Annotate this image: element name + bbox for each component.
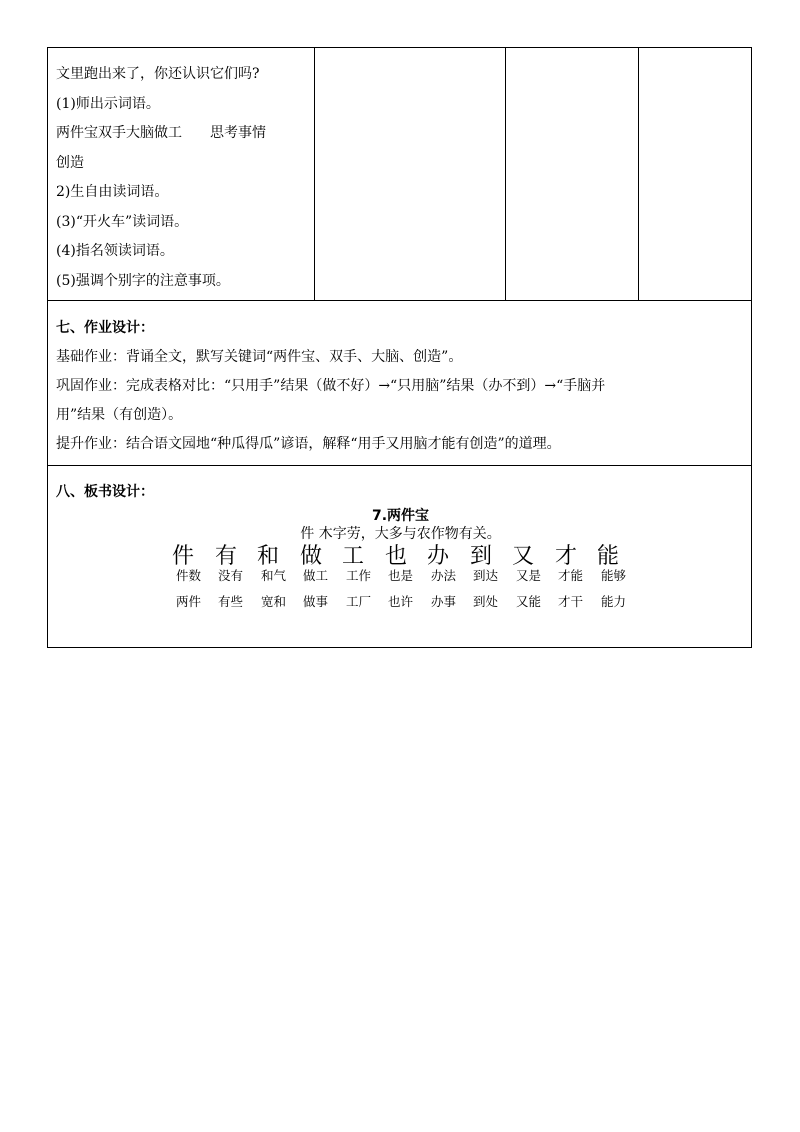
word: 没有 xyxy=(218,568,244,583)
word: 件数 xyxy=(176,568,202,583)
key-character: 件 xyxy=(172,544,195,569)
key-character: 做 xyxy=(300,544,323,569)
text-line: 用”结果（有创造）。 xyxy=(56,407,183,423)
key-character: 办 xyxy=(427,544,450,569)
word: 到达 xyxy=(473,568,499,583)
text-line: 提升作业：结合语文园地“种瓜得瓜”谚语，解释“用手又用脑才能有创造”的道理。 xyxy=(56,436,561,452)
column-divider xyxy=(505,48,506,300)
word: 到处 xyxy=(473,594,499,609)
word: 才能 xyxy=(558,568,584,583)
text-line: 创造 xyxy=(56,154,84,171)
key-character: 能 xyxy=(597,544,620,569)
key-character: 有 xyxy=(215,544,238,569)
key-character: 才 xyxy=(555,544,578,569)
lesson-table-row xyxy=(47,47,752,301)
word: 做事 xyxy=(303,594,329,609)
blackboard-design-section xyxy=(47,465,752,648)
word: 又是 xyxy=(516,568,542,583)
word: 办事 xyxy=(431,594,457,609)
word: 宽和 xyxy=(261,594,287,609)
text-line: 巩固作业：完成表格对比：“只用手”结果（做不好）→“只用脑”结果（办不到）→“手脑并 xyxy=(56,378,606,394)
text-line: (4)指名领读词语。 xyxy=(56,243,174,259)
word: 和气 xyxy=(261,568,287,583)
word: 能力 xyxy=(601,594,627,609)
key-character: 也 xyxy=(385,544,408,569)
word: 也是 xyxy=(388,568,414,583)
key-character: 到 xyxy=(470,544,493,569)
word: 办法 xyxy=(431,568,457,583)
key-character: 和 xyxy=(257,544,280,569)
text-line: (1)师出示词语。 xyxy=(56,95,160,112)
word: 又能 xyxy=(516,594,542,609)
text-line: 文里跑出来了，你还认识它们吗? xyxy=(56,66,260,82)
word: 工作 xyxy=(346,568,372,583)
blackboard-title: 7.两件宝 xyxy=(371,508,430,524)
section-heading: 七、作业设计： xyxy=(56,320,154,336)
homework-design-section xyxy=(47,300,752,466)
teaching-process-cell xyxy=(56,60,314,296)
word: 也许 xyxy=(388,594,414,609)
word: 才干 xyxy=(558,594,584,609)
section-heading: 八、板书设计： xyxy=(56,484,154,500)
blackboard-note: 件 木字劳，大多与农作物有关。 xyxy=(300,526,501,542)
column-divider xyxy=(314,48,315,300)
text-line: 基础作业：背诵全文，默写关键词“两件宝、双手、大脑、创造”。 xyxy=(56,349,463,365)
column-divider xyxy=(638,48,639,300)
key-character: 工 xyxy=(342,544,365,569)
word: 两件 xyxy=(176,594,202,609)
key-character: 又 xyxy=(512,544,535,569)
word: 有些 xyxy=(218,594,244,609)
text-line: (5)强调个别字的注意事项。 xyxy=(56,272,230,289)
word: 做工 xyxy=(303,568,329,583)
text-line: (3)“开火车”读词语。 xyxy=(56,213,189,230)
text-line: 两件宝双手大脑做工 思考事情 xyxy=(56,125,266,141)
word: 工厂 xyxy=(346,594,372,609)
text-line: 2)生自由读词语。 xyxy=(56,184,169,200)
word: 能够 xyxy=(601,568,627,583)
